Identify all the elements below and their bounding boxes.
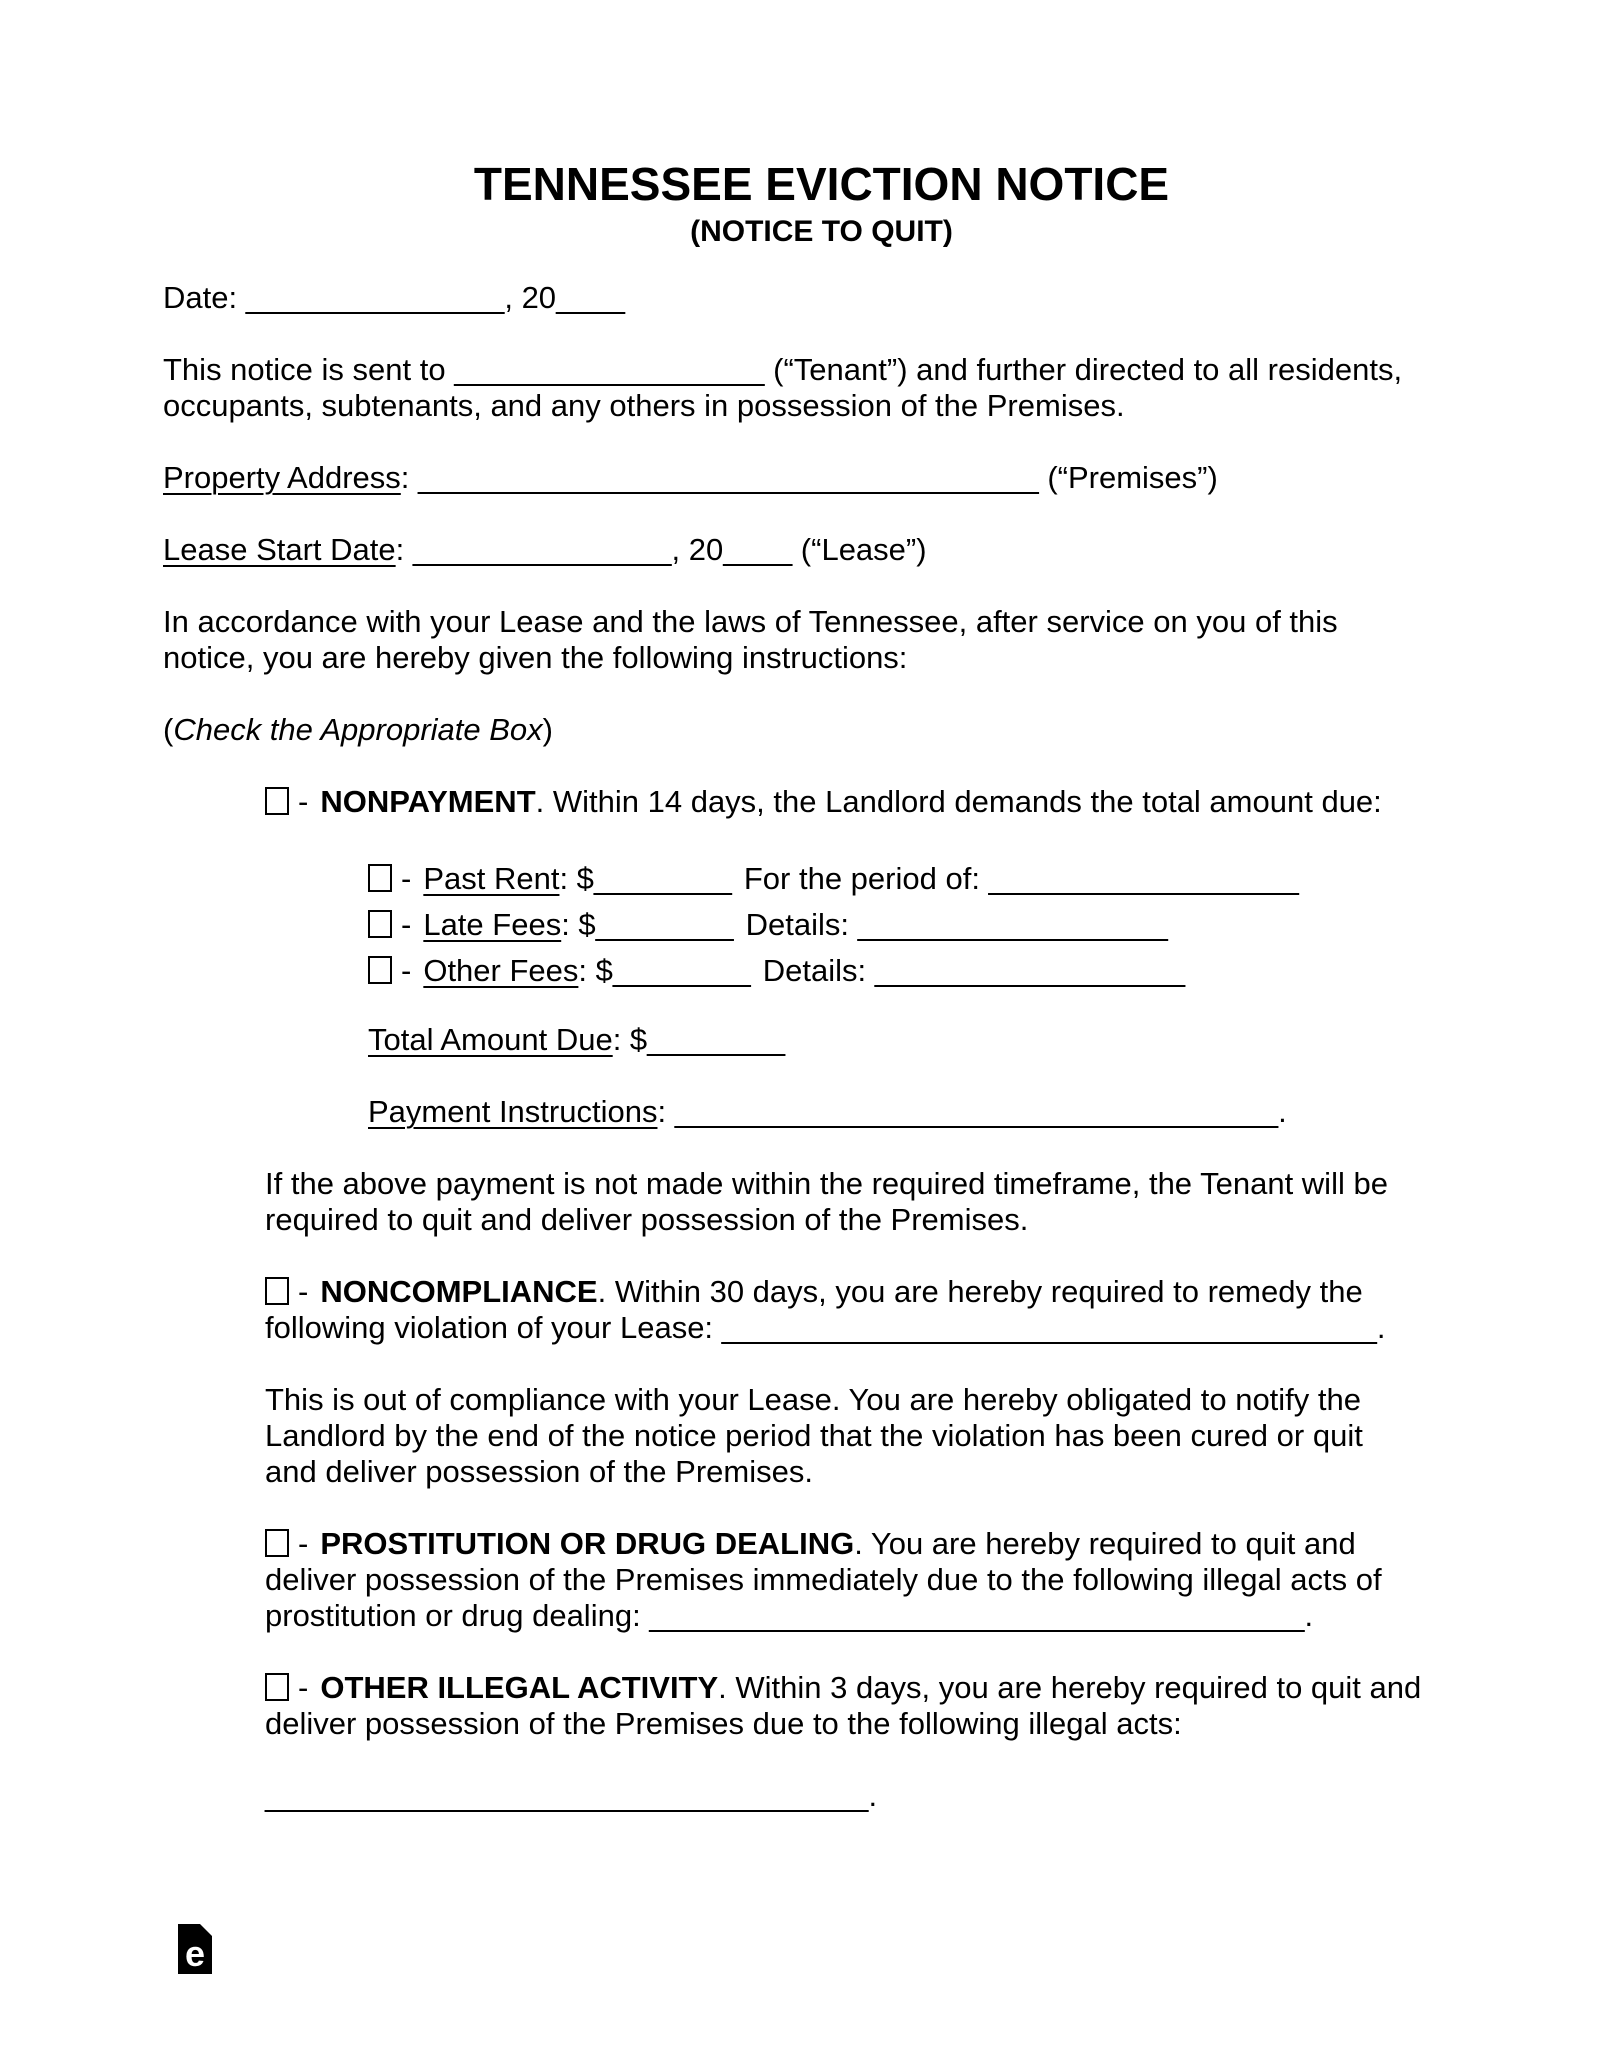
prostitution-checkbox[interactable] [265,1529,289,1557]
prostitution-heading-line [265,1526,1425,1634]
payment-instructions-blank-field[interactable]: ___________________________________ [674,1094,1279,1129]
lease-year-prefix: , 20 [671,532,724,567]
nonpayment-sublist [368,856,1480,994]
check-note-open-paren: ( [163,712,174,747]
lease-tag: (“Lease”) [792,532,927,567]
check-note-close-paren: ) [542,712,553,747]
other-fees-dash: - [401,953,412,988]
lease-colon: : [395,532,413,567]
nonpayment-footer-paragraph: If the above payment is not made within the required timeframe, the Tenant will be required to quit and deliver possession of the Premises. [265,1166,1388,1237]
late-fees-details-label: Details: [745,907,858,942]
late-fees-details-blank-field[interactable]: __________________ [857,907,1168,942]
other-illegal-heading: OTHER ILLEGAL ACTIVITY [320,1670,719,1705]
prostitution-heading: PROSTITUTION OR DRUG DEALING [320,1526,855,1561]
total-amount-blank-field[interactable]: ________ [647,1022,786,1057]
noncompliance-dash: - [298,1274,309,1309]
prostitution-period: . [1304,1598,1314,1633]
noncompliance-blank-field[interactable]: ______________________________________ [721,1310,1377,1345]
total-amount-line [368,1022,1480,1058]
sent-to-suffix: (“Tenant”) and further directed to all residents, occupants, subtenants, and any others in possession of the Premises. [163,352,1403,423]
other-illegal-heading-line [265,1670,1475,1742]
other-illegal-period: . [868,1778,878,1813]
other-fees-checkbox[interactable] [368,956,392,984]
other-fees-label: Other Fees [423,953,579,988]
other-fees-details-label: Details: [762,953,875,988]
other-illegal-dash: - [298,1670,309,1705]
property-address-label: Property Address [163,460,401,495]
date-label: Date: [163,280,246,315]
late-fees-dash: - [401,907,412,942]
total-amount-dollar: : $ [612,1022,648,1057]
property-colon: : [400,460,419,495]
payment-instructions-period: . [1278,1094,1287,1129]
check-note-text: Check the Appropriate Box [173,712,543,747]
other-fees-dollar: : $ [578,953,613,988]
prostitution-heading-text: . You are hereby required to quit and deliver possession of the Premises immediately due to the following illegal acts of prostitution or drug dealing: [265,1526,1382,1633]
noncompliance-heading: NONCOMPLIANCE [320,1274,598,1309]
document-subtitle: (NOTICE TO QUIT) [690,215,953,248]
payment-instructions-label: Payment Instructions [368,1094,658,1129]
other-fees-line [368,948,1480,994]
late-fees-label: Late Fees [423,907,562,942]
property-address-blank-field[interactable]: ____________________________________ [418,460,1039,495]
past-rent-line [368,856,1480,902]
noncompliance-heading-text: . Within 30 days, you are hereby required to remedy the following violation of your Lease: [265,1274,1363,1345]
date-blank-field[interactable]: _______________ [245,280,505,315]
other-fees-amount-blank-field[interactable]: ________ [612,953,751,988]
date-year-blank-field[interactable]: ____ [556,280,626,315]
date-year-prefix: , 20 [504,280,557,315]
late-fees-line [368,902,1480,948]
eforms-logo [178,1924,212,1974]
prostitution-blank-field[interactable]: ______________________________________ [649,1598,1305,1633]
other-illegal-blank-line [265,1778,1480,1814]
noncompliance-heading-line [265,1274,1445,1346]
past-rent-period-label: For the period of: [743,861,989,896]
document-title: TENNESSEE EVICTION NOTICE [473,158,1170,210]
sent-to-paragraph [163,352,1423,424]
past-rent-dollar: : $ [559,861,594,896]
lease-year-blank-field[interactable]: ____ [723,532,793,567]
noncompliance-period: . [1376,1310,1386,1345]
prostitution-dash: - [298,1526,309,1561]
late-fees-checkbox[interactable] [368,910,392,938]
other-illegal-checkbox[interactable] [265,1673,289,1701]
noncompliance-checkbox[interactable] [265,1277,289,1305]
lease-start-label: Lease Start Date [163,532,396,567]
noncompliance-footer-paragraph: This is out of compliance with your Lease. You are hereby obligated to notify the Landlord by the end of the notice period that the violation has been cured or quit and deliver possession of the Premises. [265,1382,1363,1489]
nonpayment-checkbox[interactable] [265,787,289,815]
payment-instructions-line [368,1094,1480,1130]
check-box-note [163,712,1480,748]
lease-date-blank-field[interactable]: _______________ [412,532,672,567]
tenant-name-blank-field[interactable]: __________________ [454,352,765,387]
nonpayment-heading-text: . Within 14 days, the Landlord demands the total amount due: [535,784,1382,819]
eforms-logo-letter: e [184,1933,206,1974]
total-amount-label: Total Amount Due [368,1022,613,1057]
accordance-paragraph: In accordance with your Lease and the laws of Tennessee, after service on you of this notice, you are hereby given the following instructions: [163,604,1338,675]
payment-instructions-colon: : [657,1094,675,1129]
past-rent-dash: - [401,861,412,896]
past-rent-amount-blank-field[interactable]: ________ [593,861,732,896]
lease-start-line [163,532,1480,568]
late-fees-dollar: : $ [561,907,596,942]
other-fees-details-blank-field[interactable]: __________________ [874,953,1186,988]
date-line [163,280,1480,316]
other-illegal-blank-field[interactable]: ___________________________________ [265,1778,869,1813]
property-address-line [163,460,1480,496]
other-illegal-heading-text: . Within 3 days, you are hereby required to quit and deliver possession of the Premises due to the following illegal acts: [265,1670,1422,1741]
nonpayment-heading-line [265,784,1480,820]
past-rent-label: Past Rent [423,861,560,896]
premises-tag: (“Premises”) [1038,460,1218,495]
sent-to-prefix: This notice is sent to [163,352,455,387]
late-fees-amount-blank-field[interactable]: ________ [595,907,734,942]
past-rent-checkbox[interactable] [368,864,392,892]
past-rent-period-blank-field[interactable]: __________________ [988,861,1299,896]
nonpayment-heading: NONPAYMENT [320,784,536,819]
nonpayment-dash: - [298,784,309,819]
